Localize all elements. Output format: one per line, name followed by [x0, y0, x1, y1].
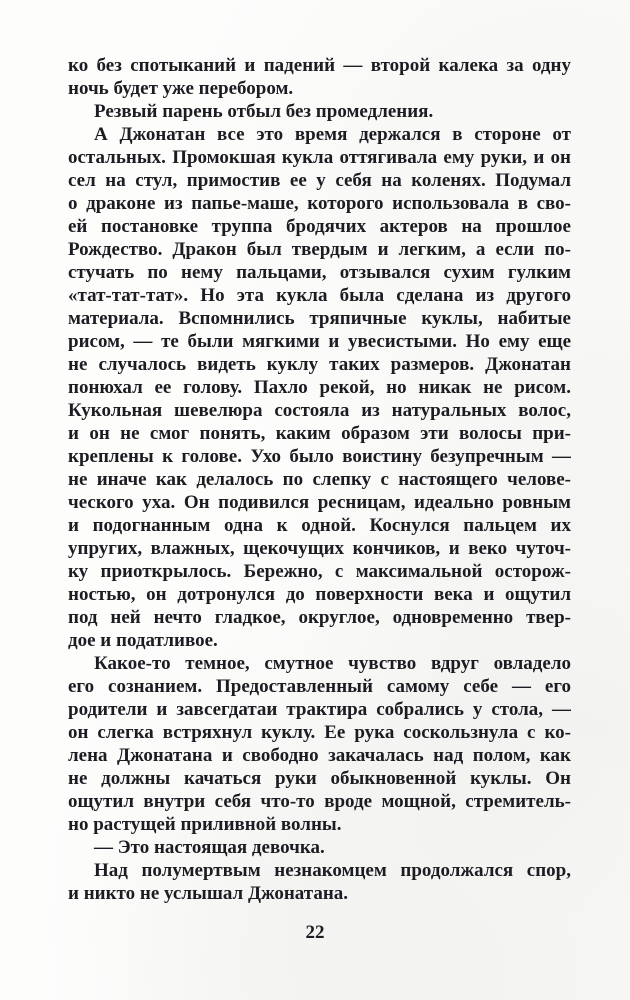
text-line: не должны качаться руки обыкновенной куклы. Он: [68, 768, 571, 789]
text-line: под ней нечто гладкое, округлое, одновременно твер-: [68, 607, 571, 628]
text-line: ей постановке труппа бродячих актеров на прошлое: [68, 216, 571, 237]
text-line: креплены к голове. Ухо было воистину безупречным —: [68, 446, 571, 467]
text-line: остальных. Промокшая кукла оттягивала ему руки, и он: [68, 147, 571, 168]
text-line: о драконе из папье-маше, которого использовала в сво-: [68, 193, 571, 214]
text-line: — Это настоящая девочка.: [94, 837, 325, 858]
text-line: ночь будет уже перебором.: [68, 78, 294, 99]
text-line: не случалось видеть куклу таких размеров. Джонатан: [68, 354, 571, 375]
text-line: рисом, — те были мягкими и увесистыми. Но ему еще: [68, 331, 571, 352]
text-line: ческого уха. Он подивился ресницам, идеально ровным: [68, 492, 571, 513]
text-line: лена Джонатана и свободно закачалась над полом, как: [68, 745, 571, 766]
text-line: Резвый парень отбыл без промедления.: [94, 101, 434, 122]
text-line: ностью, он дотронулся до поверхности века и ощутил: [68, 584, 571, 605]
text-line: он слегка встряхнул куклу. Ее рука соскользнула с ко-: [68, 722, 571, 743]
text-line: родители и завсегдатаи трактира собрались у стола, —: [68, 699, 571, 720]
text-line: стучать по нему пальцами, отзывался сухим гулким: [68, 262, 571, 283]
text-line: «тат-тат-тат». Но эта кукла была сделана из другого: [68, 285, 571, 306]
text-line: Какое-то темное, смутное чувство вдруг овладело: [94, 653, 571, 674]
text-line: упругих, влажных, щекочущих кончиков, и веко чуточ-: [68, 538, 571, 559]
text-line: и никто не услышал Джонатана.: [68, 883, 349, 904]
text-line: Рождество. Дракон был твердым и легким, а если по-: [68, 239, 571, 260]
text-line: и он не смог понять, каким образом эти волосы при-: [68, 423, 571, 444]
text-line: но растущей приливной волны.: [68, 814, 342, 835]
text-line: его сознанием. Предоставленный самому себе — его: [68, 676, 571, 697]
text-line: не иначе как делалось по слепку с настоящего челове-: [68, 469, 571, 490]
text-line: Кукольная шевелюра состояла из натуральных волос,: [68, 400, 571, 421]
text-line: понюхал ее голову. Пахло рекой, но никак не рисом.: [68, 377, 571, 398]
text-line: и подогнанным одна к одной. Коснулся пальцем их: [68, 515, 571, 536]
text-line: ку приоткрылось. Бережно, с максимальной осторож-: [68, 561, 571, 582]
text-line: материала. Вспомнились тряпичные куклы, набитые: [68, 308, 571, 329]
text-line: дое и податливое.: [68, 630, 218, 651]
text-line: ко без спотыканий и падений — второй калека за одну: [68, 55, 571, 76]
text-line: ощутил внутри себя что-то вроде мощной, стремитель-: [68, 791, 571, 812]
text-line: А Джонатан все это время держался в стороне от: [94, 124, 571, 145]
text-line: Над полумертвым незнакомцем продолжался спор,: [94, 860, 571, 881]
text-line: сел на стул, примостив ее у себя на коленях. Подумал: [68, 170, 571, 191]
page-number: 22: [305, 922, 325, 943]
page-text: [68, 54, 571, 905]
